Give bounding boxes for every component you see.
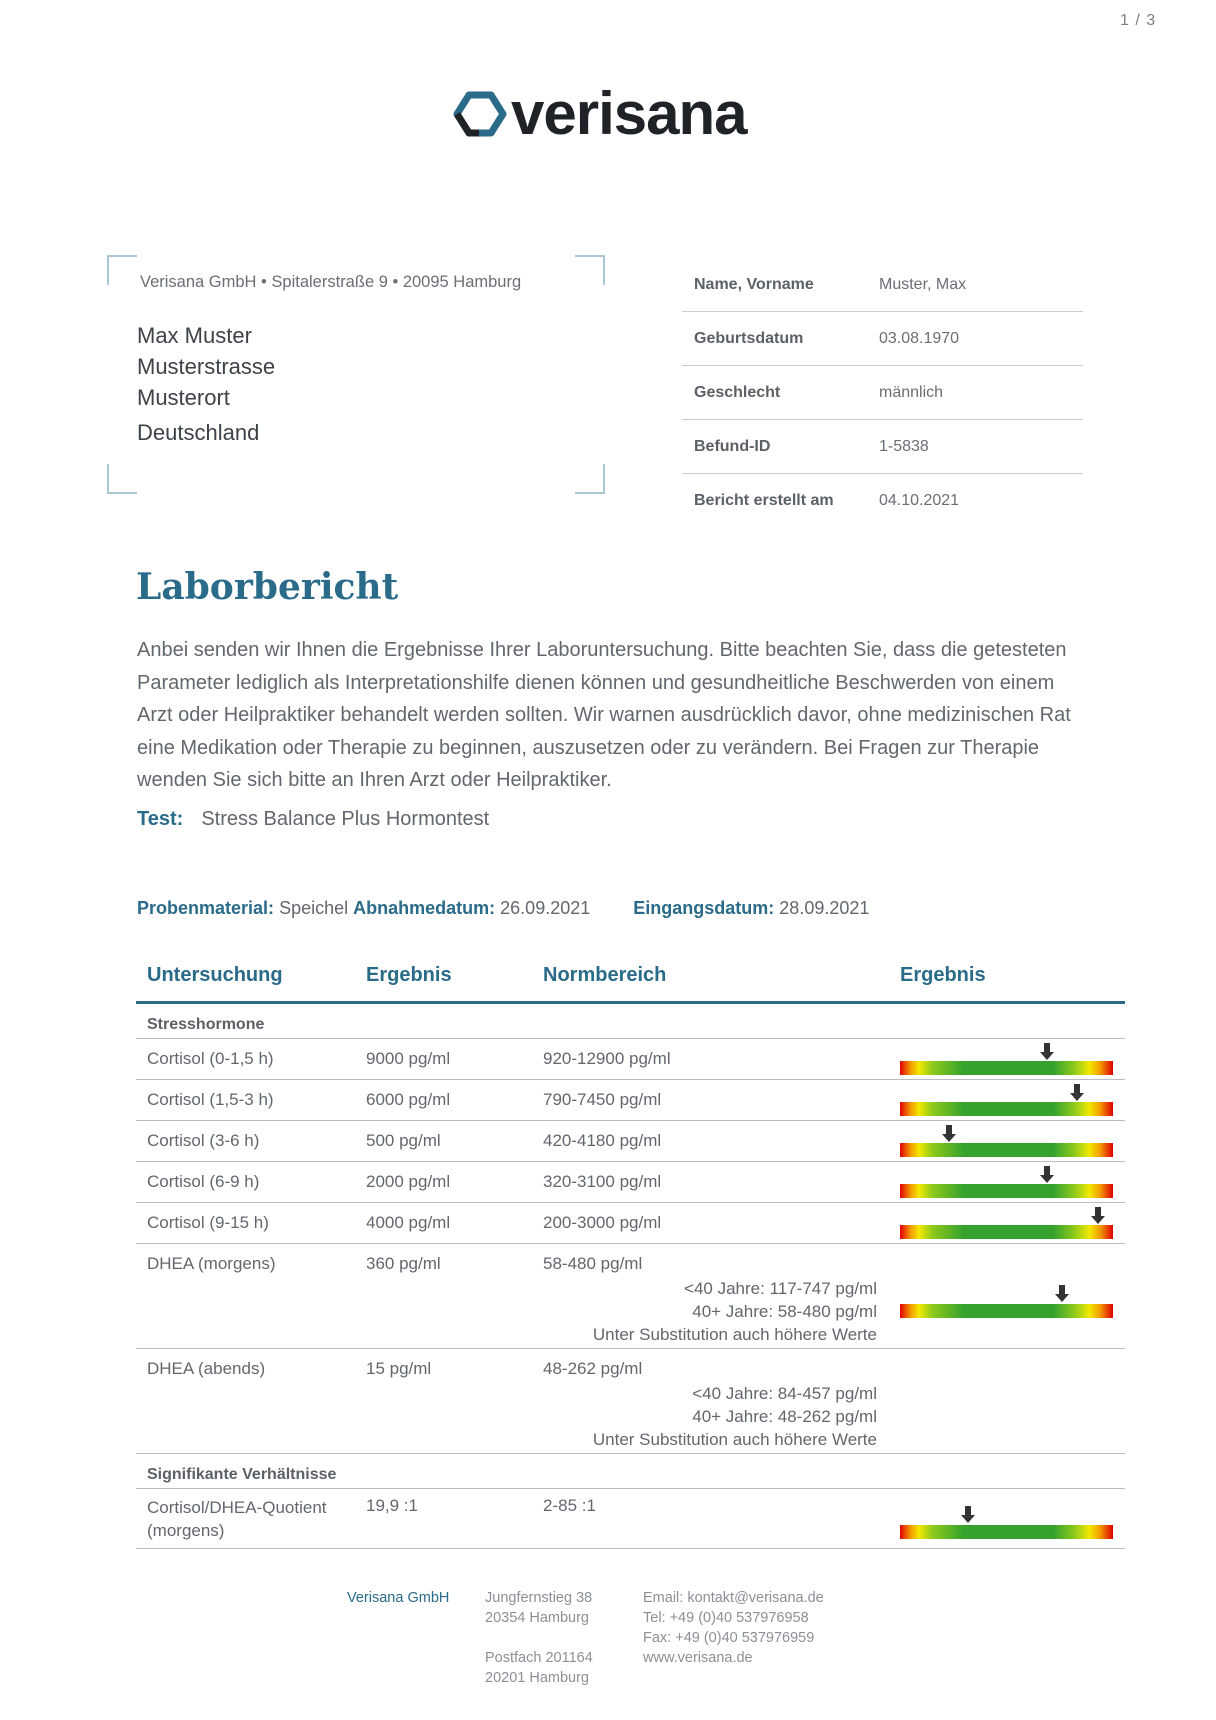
range-indicator-bar: [900, 1525, 1113, 1539]
result-value: 15 pg/ml: [366, 1359, 432, 1378]
range-indicator-bar: [900, 1143, 1113, 1157]
info-label: Befund-ID: [694, 437, 771, 455]
range-note: 40+ Jahre: 58-480 pg/ml: [692, 1302, 877, 1321]
range-indicator-bar: [900, 1102, 1113, 1116]
info-row: [682, 420, 1083, 474]
test-name: Cortisol/DHEA-Quotient (morgens): [147, 1498, 327, 1540]
info-label: Name, Vorname: [694, 275, 814, 293]
result-value: 360 pg/ml: [366, 1254, 441, 1273]
table-row: [136, 1121, 1125, 1162]
info-row: [682, 366, 1083, 420]
table-row: [136, 1039, 1125, 1080]
range-note: Unter Substitution auch höhere Werte: [592, 1430, 877, 1449]
header-test: Untersuchung: [147, 964, 283, 986]
address-window-corner: [575, 255, 605, 285]
test-line: [137, 808, 489, 831]
header-range: Normbereich: [543, 964, 667, 986]
info-row: [682, 258, 1083, 312]
reference-range: 920-12900 pg/ml: [543, 1049, 671, 1068]
footer-line: Jungfernstieg 38: [485, 1590, 593, 1606]
footer-website: www.verisana.de: [643, 1650, 753, 1666]
footer-email: Email: kontakt@verisana.de: [643, 1590, 824, 1606]
result-marker-icon: [1054, 1285, 1070, 1303]
range-indicator-bar: [900, 1225, 1113, 1239]
result-marker-icon: [941, 1125, 957, 1143]
range-indicator-bar: [900, 1061, 1113, 1075]
reference-range: 420-4180 pg/ml: [543, 1131, 662, 1150]
range-note: <40 Jahre: 117-747 pg/ml: [684, 1279, 877, 1298]
test-name: Cortisol (1,5-3 h): [147, 1090, 274, 1109]
footer-phone: Tel: +49 (0)40 537976958: [643, 1610, 809, 1626]
result-marker-icon: [1039, 1043, 1055, 1061]
table-header: [136, 958, 1125, 1004]
test-name: Cortisol (0-1,5 h): [147, 1049, 274, 1068]
range-note: 40+ Jahre: 48-262 pg/ml: [692, 1407, 877, 1426]
page-indicator: 1 / 3: [1120, 12, 1157, 29]
intro-paragraph: Anbei senden wir Ihnen die Ergebnisse Ihrer Laboruntersuchung. Bitte beachten Sie, dass die getesteten Parameter lediglich als Interpretationshilfe dienen können und gesundheitliche Beschwerden von einem Arzt oder Heilpraktiker behandelt werden sollten. Wir warnen ausdrücklich davor, ohne medizinischen Rat eine Medikation oder Therapie zu beginnen, auszusetzen oder zu verändern. Bei Fragen zur Therapie wenden Sie sich bitte an Ihren Arzt oder Heilpraktiker.: [137, 639, 1071, 791]
reference-range: 320-3100 pg/ml: [543, 1172, 662, 1191]
table-row: [136, 1080, 1125, 1121]
footer-line: [485, 1628, 593, 1648]
range-indicator-bar: [900, 1184, 1113, 1198]
result-marker-icon: [1039, 1166, 1055, 1184]
footer-fax: Fax: +49 (0)40 537976959: [643, 1630, 815, 1646]
table-row: [136, 1244, 1125, 1349]
reference-range: 48-262 pg/ml: [543, 1359, 643, 1378]
result-marker-icon: [1069, 1084, 1085, 1102]
range-note: <40 Jahre: 84-457 pg/ml: [692, 1384, 877, 1403]
footer-address: [485, 1588, 593, 1688]
reference-range: 58-480 pg/ml: [543, 1254, 643, 1273]
test-name: Cortisol (6-9 h): [147, 1172, 260, 1191]
test-name: Cortisol (3-6 h): [147, 1131, 260, 1150]
section-title: Signifikante Verhältnisse: [136, 1454, 1125, 1489]
info-value: 1-5838: [879, 437, 929, 455]
footer-contact: [643, 1588, 824, 1668]
recipient-address: [137, 320, 275, 448]
result-value: 2000 pg/ml: [366, 1172, 451, 1191]
address-window-corner: [107, 255, 137, 285]
material-label: Probenmaterial:: [137, 898, 275, 918]
info-value: 04.10.2021: [879, 491, 960, 509]
address-window-corner: [575, 464, 605, 494]
result-marker-icon: [960, 1506, 976, 1524]
logo-icon: [453, 87, 507, 141]
material-value: Speichel: [279, 898, 349, 918]
result-marker-icon: [1090, 1207, 1106, 1225]
range-notes: [593, 1277, 877, 1346]
logo-wordmark: verisana: [511, 80, 747, 147]
footer-line: 20354 Hamburg: [485, 1610, 589, 1626]
section-title: Stresshormone: [136, 1004, 1125, 1039]
result-value: 19,9 :1: [366, 1496, 418, 1515]
test-label: Test:: [137, 808, 184, 830]
recipient-name: Max Muster: [137, 323, 252, 348]
info-label: Bericht erstellt am: [694, 491, 834, 509]
header-indicator: Ergebnis: [900, 964, 986, 986]
header-result: Ergebnis: [366, 964, 452, 986]
info-value: 03.08.1970: [879, 329, 960, 347]
recipient-country: Deutschland: [137, 420, 260, 445]
range-indicator-bar: [900, 1304, 1113, 1318]
brand-logo: [453, 80, 747, 147]
result-value: 6000 pg/ml: [366, 1090, 451, 1109]
sampled-label: Abnahmedatum:: [353, 898, 496, 918]
range-note: Unter Substitution auch höhere Werte: [592, 1325, 877, 1344]
received-label: Eingangsdatum:: [633, 898, 775, 918]
table-row: [136, 1203, 1125, 1244]
patient-info-table: [682, 258, 1083, 527]
info-label: Geburtsdatum: [694, 329, 804, 347]
footer-line: 20201 Hamburg: [485, 1670, 589, 1686]
info-label: Geschlecht: [694, 383, 781, 401]
info-value: Muster, Max: [879, 275, 967, 293]
reference-range: 790-7450 pg/ml: [543, 1090, 662, 1109]
result-value: 9000 pg/ml: [366, 1049, 451, 1068]
received-value: 28.09.2021: [779, 898, 870, 918]
test-name: Stress Balance Plus Hormontest: [201, 808, 490, 830]
test-name: DHEA (morgens): [147, 1254, 276, 1273]
info-row: [682, 312, 1083, 366]
footer-company: Verisana GmbH: [347, 1590, 450, 1606]
info-value: männlich: [879, 383, 944, 401]
reference-range: 2-85 :1: [543, 1496, 596, 1515]
page-title: Laborbericht: [136, 566, 399, 608]
sampled-value: 26.09.2021: [500, 898, 591, 918]
test-name: DHEA (abends): [147, 1359, 266, 1378]
address-window-corner: [107, 464, 137, 494]
sender-line: Verisana GmbH • Spitalerstraße 9 • 20095 Hamburg: [140, 273, 522, 291]
result-value: 500 pg/ml: [366, 1131, 441, 1150]
footer-line: Postfach 201164: [485, 1650, 593, 1666]
recipient-city: Musterort: [137, 385, 230, 410]
sample-meta: [137, 898, 869, 919]
table-row: [136, 1489, 1125, 1549]
recipient-street: Musterstrasse: [137, 354, 276, 379]
range-notes: [593, 1382, 877, 1451]
info-row: [682, 474, 1083, 527]
table-row: [136, 1349, 1125, 1454]
reference-range: 200-3000 pg/ml: [543, 1213, 662, 1232]
result-value: 4000 pg/ml: [366, 1213, 451, 1232]
table-row: [136, 1162, 1125, 1203]
test-name: Cortisol (9-15 h): [147, 1213, 269, 1232]
results-table: [136, 958, 1125, 1549]
